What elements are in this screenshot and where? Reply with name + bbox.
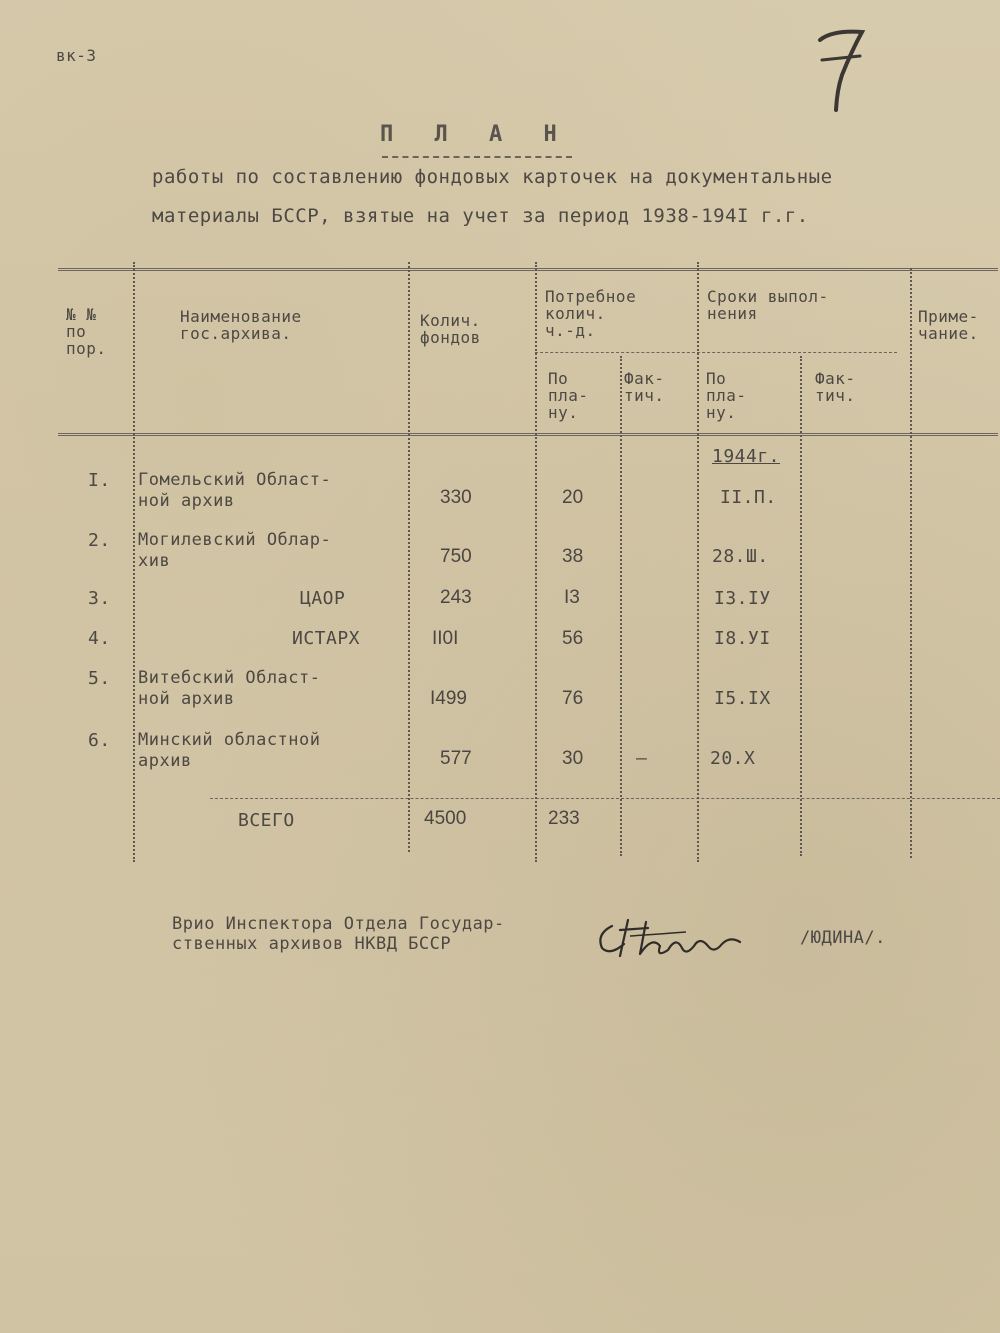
- col-divider-7: [910, 268, 912, 858]
- header-needed: Потребное колич. ч.-д.: [545, 287, 637, 340]
- header-fund-count: Колич. фондов: [420, 311, 481, 347]
- row-5-num: 5.: [88, 668, 111, 689]
- row-6-name: Минский областной архив: [138, 730, 321, 771]
- row-6-plan: 30: [562, 748, 584, 769]
- row-5-plan: 76: [562, 688, 584, 709]
- row-2-name: Могилевский Облар- хив: [138, 530, 332, 571]
- row-6-fact: —: [636, 748, 648, 769]
- col-divider-4: [620, 356, 622, 856]
- row-1-count: 330: [440, 487, 472, 508]
- row-1-plan: 20: [562, 487, 584, 508]
- row-6-deadline: 20.X: [710, 748, 756, 769]
- row-6-num: 6.: [88, 730, 111, 751]
- row-2-deadline: 28.Ш.: [712, 546, 769, 567]
- col-divider-2: [408, 262, 410, 852]
- row-3-num: 3.: [88, 588, 111, 609]
- col-divider-1: [133, 262, 135, 862]
- header-needed-plan: По пла- ну.: [548, 369, 589, 422]
- row-4-num: 4.: [88, 628, 111, 649]
- deadline-subheader-rule: [697, 352, 897, 353]
- row-3-count: 243: [440, 587, 472, 608]
- total-plan: 233: [548, 808, 580, 829]
- col-divider-6: [800, 356, 802, 856]
- total-count: 4500: [424, 808, 467, 829]
- row-3-deadline: I3.IУ: [714, 588, 771, 609]
- col-divider-5: [697, 262, 699, 862]
- document-code: вк-3: [56, 46, 97, 65]
- row-5-count: I499: [430, 688, 467, 709]
- table-top-rule: [58, 268, 998, 271]
- total-label: ВСЕГО: [238, 810, 295, 831]
- subtitle-line-2: материалы БССР, взятые на учет за период 1938-194I г.г.: [152, 205, 809, 227]
- handwritten-page-number: [812, 20, 872, 115]
- needed-subheader-rule: [535, 352, 695, 353]
- row-2-plan: 38: [562, 546, 584, 567]
- row-5-deadline: I5.IX: [714, 688, 771, 709]
- row-4-count: II0I: [432, 628, 459, 649]
- signatory-name: /ЮДИНА/.: [800, 928, 886, 948]
- row-2-count: 750: [440, 546, 472, 567]
- row-2-num: 2.: [88, 530, 111, 551]
- col-divider-3: [535, 262, 537, 862]
- total-rule: [210, 798, 1000, 799]
- row-1-num: I.: [88, 470, 111, 491]
- header-deadlines: Сроки выпол- нения: [707, 287, 829, 323]
- row-6-count: 577: [440, 748, 472, 769]
- header-num: № № по пор.: [66, 305, 107, 358]
- header-bottom-rule: [58, 433, 998, 436]
- signatory-position: Врио Инспектора Отдела Государ- ственных архивов НКВД БССР: [172, 914, 505, 954]
- row-1-name: Гомельский Област- ной архив: [138, 470, 332, 511]
- document-title: П Л А Н: [380, 122, 571, 147]
- header-deadline-plan: По пла- ну.: [706, 369, 747, 422]
- row-1-deadline: II.П.: [720, 487, 777, 508]
- subtitle-line-1: работы по составлению фондовых карточек на документальные: [152, 166, 833, 188]
- handwritten-signature: [590, 906, 760, 966]
- year-label: 1944г.: [712, 446, 781, 467]
- header-deadline-fact: Фак- тич.: [815, 369, 856, 405]
- header-notes: Приме- чание.: [918, 307, 979, 343]
- row-4-plan: 56: [562, 628, 584, 649]
- row-4-deadline: I8.УI: [714, 628, 771, 649]
- row-4-name: ИСТАРХ: [292, 628, 361, 649]
- title-underline: [382, 156, 572, 158]
- header-needed-fact: Фак- тич.: [624, 369, 665, 405]
- row-5-name: Витебский Област- ной архив: [138, 668, 321, 709]
- row-3-name: ЦАОР: [300, 588, 346, 609]
- row-3-plan: I3: [564, 587, 580, 608]
- header-archive-name: Наименование гос.архива.: [180, 307, 302, 343]
